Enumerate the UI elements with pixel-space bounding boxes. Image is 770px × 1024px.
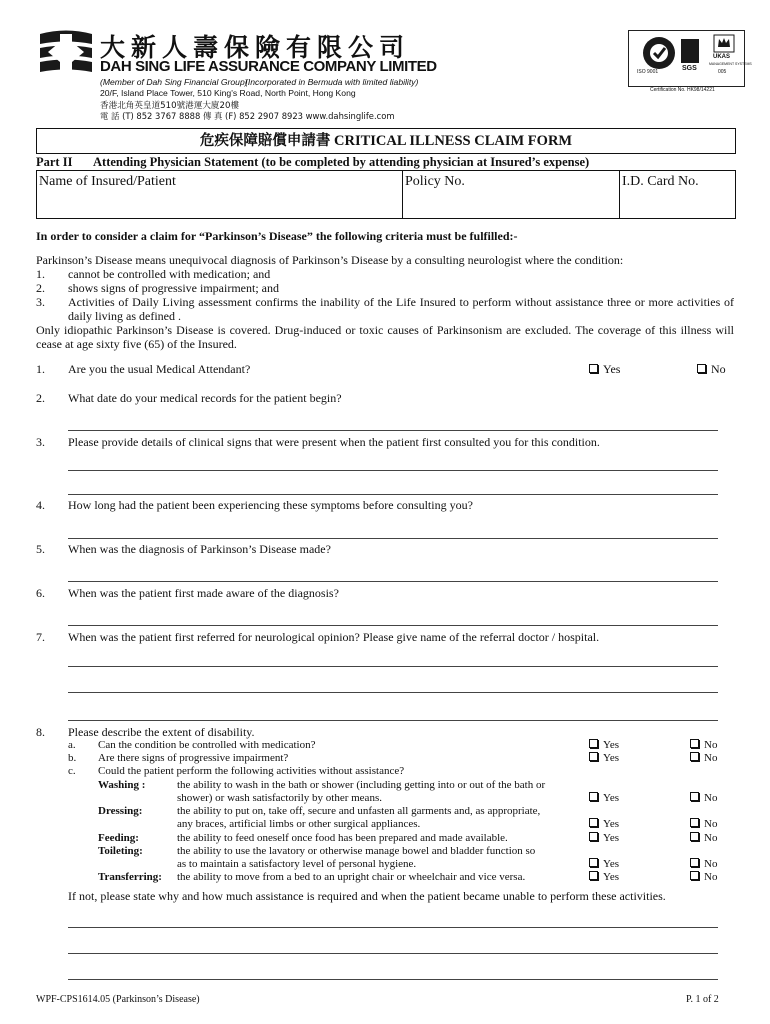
checkbox-icon [589, 832, 598, 841]
certification-number: Certification No. HK98/14221 [650, 87, 715, 93]
definition-item-text: Activities of Daily Living assessment confirms the inability of the Life Insured to perform without assistance three or more activities of daily living as defined . [68, 295, 734, 323]
checkbox-icon [690, 832, 699, 841]
member-note: (Member of Dah Sing Financial Group) [100, 77, 248, 87]
question-text: Please describe the extent of disability. [68, 725, 255, 739]
answer-line[interactable] [68, 720, 718, 721]
policy-number-field[interactable] [403, 171, 620, 218]
question-text: Please provide details of clinical signs that were present when the patient first consulted you for this condition. [68, 435, 600, 449]
ukas-number: 005 [718, 69, 727, 75]
q8b-no-checkbox[interactable]: No [690, 752, 717, 764]
definition-item [0, 295, 770, 323]
part-heading [36, 155, 589, 170]
question-number: 5. [36, 542, 45, 556]
answer-line[interactable] [68, 538, 718, 539]
address-english: 20/F, Island Place Tower, 510 King's Road, North Point, Hong Kong [100, 88, 356, 98]
answer-line[interactable] [68, 953, 718, 954]
feeding-yes-checkbox[interactable]: Yes [589, 832, 619, 844]
ukas-label: UKAS [713, 54, 731, 60]
id-card-number-field[interactable] [620, 171, 735, 218]
answer-line[interactable] [68, 692, 718, 693]
if-not-instruction: If not, please state why and how much assistance is required and when the patient became unable to perform these activities. [68, 889, 666, 903]
checkbox-icon [690, 792, 699, 801]
checkbox-icon [690, 739, 699, 748]
incorporated-note: (Incorporated in Bermuda with limited liability) [245, 77, 419, 87]
activity-label-feeding: Feeding: [98, 832, 139, 844]
activity-description: the ability to wash in the bath or shower (including getting into or out of the bath or [177, 779, 546, 791]
checkbox-icon [690, 871, 699, 880]
checkbox-icon [589, 364, 598, 373]
question-number: 6. [36, 586, 45, 600]
question-number: 3. [36, 435, 45, 449]
part-label: Part II [36, 155, 73, 169]
checkbox-icon [690, 858, 699, 867]
activity-label-transferring: Transferring: [98, 871, 162, 883]
answer-line[interactable] [68, 666, 718, 667]
washing-no-checkbox[interactable]: No [690, 792, 717, 804]
q1-yes-checkbox[interactable]: Yes [589, 362, 620, 377]
definition-item-text: shows signs of progressive impairment; and [68, 281, 279, 295]
definition-item [0, 267, 770, 281]
checkbox-icon [589, 752, 598, 761]
sub-question-text: Can the condition be controlled with medication? [98, 739, 316, 751]
checkbox-icon [589, 739, 598, 748]
activity-description: as to maintain a satisfactory level of personal hygiene. [177, 858, 417, 870]
washing-yes-checkbox[interactable]: Yes [589, 792, 619, 804]
id-card-number-label: I.D. Card No. [622, 174, 699, 189]
question-number: 2. [36, 391, 45, 405]
question-number: 4. [36, 498, 45, 512]
definition-item-number: 1. [36, 267, 45, 281]
feeding-no-checkbox[interactable]: No [690, 832, 717, 844]
activity-description: the ability to use the lavatory or otherwise manage bowel and bladder function so [177, 845, 536, 857]
question-text: When was the patient first referred for neurological opinion? Please give name of the referral doctor / hospital. [68, 630, 600, 644]
sub-question-letter: c. [68, 765, 76, 777]
form-code: WPF-CPS1614.05 (Parkinson’s Disease) [36, 994, 200, 1005]
activity-description: the ability to move from a bed to an upright chair or wheelchair and vice versa. [177, 871, 526, 883]
company-name-chinese: 大新人壽保險有限公司 [100, 33, 411, 62]
dressing-yes-checkbox[interactable]: Yes [589, 818, 619, 830]
sgs-label: SGS [682, 65, 697, 72]
activity-description: shower) or wash satisfactorily by other means. [177, 792, 382, 804]
definition-item-text: cannot be controlled with medication; and [68, 267, 271, 281]
sub-question-letter: a. [68, 739, 76, 751]
ukas-sub-label: MANAGEMENT SYSTEMS [709, 62, 752, 66]
form-title: 危疾保障賠償申請書 CRITICAL ILLNESS CLAIM FORM [36, 128, 736, 154]
contact-line: 電 話 (T) 852 3767 8888 傳 真 (F) 852 2907 8923 www.dahsinglife.com [100, 111, 395, 121]
activity-label-washing: Washing : [98, 779, 146, 791]
sub-question-text: Could the patient perform the following activities without assistance? [98, 765, 405, 777]
q1-no-checkbox[interactable]: No [697, 362, 726, 377]
question-text: Are you the usual Medical Attendant? [68, 362, 251, 376]
q8a-yes-checkbox[interactable]: Yes [589, 739, 619, 751]
definition-intro: Parkinson’s Disease means unequivocal diagnosis of Parkinson’s Disease by a consulting neurologist where the condition: [36, 253, 624, 267]
answer-line[interactable] [68, 927, 718, 928]
part-title: Attending Physician Statement (to be completed by attending physician at Insured’s expense) [93, 155, 590, 169]
activity-label-dressing: Dressing: [98, 805, 143, 817]
name-of-insured-label: Name of Insured/Patient [39, 174, 176, 189]
insured-info-table [36, 170, 736, 219]
answer-line[interactable] [68, 979, 718, 980]
definition-item [0, 281, 770, 295]
activity-description: any braces, artificial limbs or other surgical appliances. [177, 818, 421, 830]
policy-number-label: Policy No. [405, 174, 465, 189]
company-logo-icon [38, 30, 94, 74]
toileting-yes-checkbox[interactable]: Yes [589, 858, 619, 870]
checkbox-icon [697, 364, 706, 373]
activity-description: the ability to put on, take off, secure and unfasten all garments and, as appropriate, [177, 805, 541, 817]
sub-question-text: Are there signs of progressive impairment? [98, 752, 289, 764]
answer-line[interactable] [68, 470, 718, 471]
checkbox-icon [589, 818, 598, 827]
answer-line[interactable] [68, 581, 718, 582]
checkbox-icon [690, 818, 699, 827]
question-number: 8. [36, 725, 45, 739]
page-number: P. 1 of 2 [686, 994, 719, 1005]
address-chinese: 香港北角英皇道510號港運大廈20樓 [100, 101, 240, 111]
sub-question-letter: b. [68, 752, 77, 764]
definition-item-number: 3. [36, 295, 45, 309]
answer-line[interactable] [68, 625, 718, 626]
answer-line[interactable] [68, 430, 718, 431]
answer-line[interactable] [68, 494, 718, 495]
question-number: 1. [36, 362, 45, 376]
criteria-heading: In order to consider a claim for “Parkinson’s Disease” the following criteria must be fulfilled:- [36, 229, 518, 243]
question-text: How long had the patient been experiencing these symptoms before consulting you? [68, 498, 473, 512]
q8a-no-checkbox[interactable]: No [690, 739, 717, 751]
checkbox-icon [690, 752, 699, 761]
question-text: When was the patient first made aware of the diagnosis? [68, 586, 339, 600]
question-number: 7. [36, 630, 45, 644]
checkbox-icon [589, 858, 598, 867]
definition-note: Only idiopathic Parkinson’s Disease is covered. Drug-induced or toxic causes of Parkinsonism are excluded. The coverage of this illness will cease at age sixty five (65) of the Insured. [36, 323, 734, 351]
definition-item-number: 2. [36, 281, 45, 295]
transferring-yes-checkbox[interactable]: Yes [589, 871, 619, 883]
activity-label-toileting: Toileting: [98, 845, 143, 857]
toileting-no-checkbox[interactable]: No [690, 858, 717, 870]
iso-label: ISO 9001 [637, 69, 659, 75]
question-text: When was the diagnosis of Parkinson’s Disease made? [68, 542, 331, 556]
dressing-no-checkbox[interactable]: No [690, 818, 717, 830]
question-text: What date do your medical records for the patient begin? [68, 391, 342, 405]
checkbox-icon [589, 871, 598, 880]
company-name-english: DAH SING LIFE ASSURANCE COMPANY LIMITED [100, 58, 437, 75]
transferring-no-checkbox[interactable]: No [690, 871, 717, 883]
q8b-yes-checkbox[interactable]: Yes [589, 752, 619, 764]
name-of-insured-field[interactable] [37, 171, 403, 218]
certification-box [628, 30, 752, 87]
activity-description: the ability to feed oneself once food has been prepared and made available. [177, 832, 508, 844]
checkbox-icon [589, 792, 598, 801]
